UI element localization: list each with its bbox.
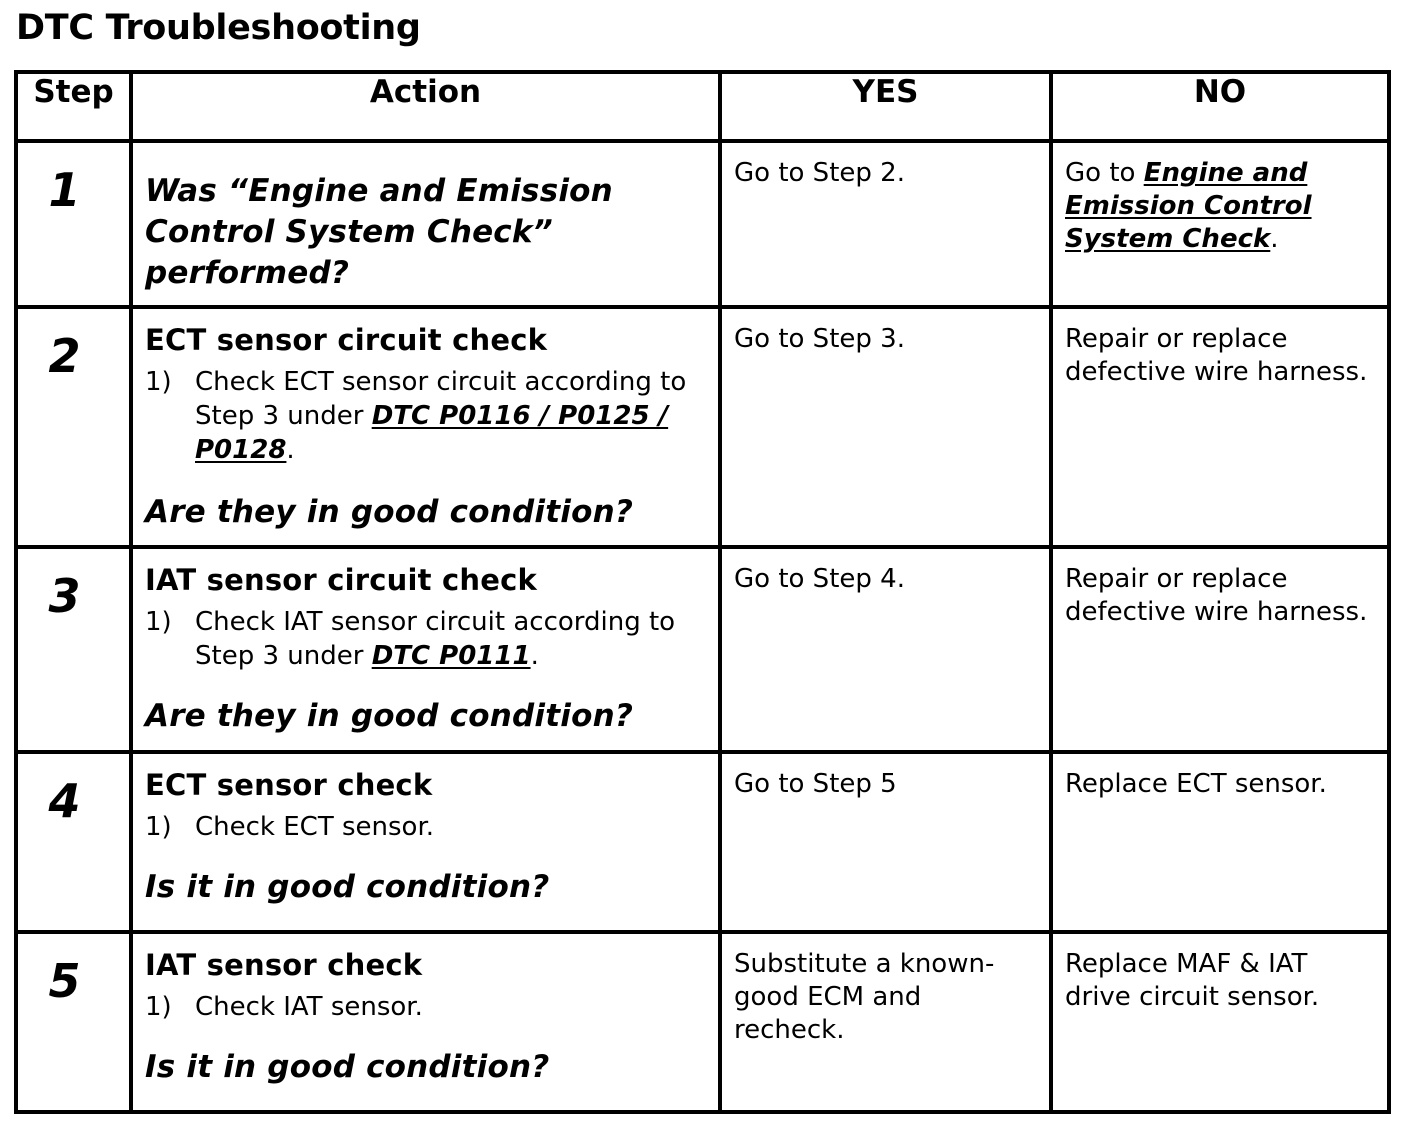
list-item-number: 1) (145, 812, 172, 842)
action-title: ECT sensor check (145, 768, 433, 802)
dtc-p0111-link[interactable]: DTC P0111 (371, 641, 531, 671)
yes-text: Substitute a known-good ECM and recheck. (734, 949, 995, 1045)
table-row (16, 752, 1389, 932)
step-question: Was “Engine and Emission Control System Check” performed? (145, 173, 613, 291)
list-item (145, 810, 706, 844)
header-step: Step (16, 72, 131, 141)
header-action: Action (131, 72, 720, 141)
no-cell (1051, 307, 1389, 547)
step-cell (16, 547, 131, 752)
no-text-suffix: . (1270, 224, 1279, 254)
action-steps (145, 810, 706, 844)
no-text-prefix: Go to (1065, 158, 1144, 188)
list-item-suffix: . (286, 435, 295, 465)
action-steps (145, 990, 706, 1024)
step-cell (16, 932, 131, 1112)
step-number: 4 (48, 774, 81, 828)
list-item-text: Check IAT sensor circuit according to Step 3 under (195, 607, 676, 671)
list-item (145, 990, 706, 1024)
list-item-number: 1) (145, 607, 172, 637)
no-cell (1051, 932, 1389, 1112)
list-item (145, 365, 706, 467)
yes-text: Go to Step 5 (734, 769, 897, 799)
action-cell (131, 141, 720, 307)
step-cell (16, 752, 131, 932)
header-yes: YES (720, 72, 1051, 141)
action-cell (131, 932, 720, 1112)
table-row (16, 932, 1389, 1112)
action-title: IAT sensor circuit check (145, 563, 537, 597)
no-cell (1051, 547, 1389, 752)
step-question: Are they in good condition? (145, 494, 634, 530)
step-number: 3 (48, 569, 81, 623)
troubleshooting-table (14, 70, 1391, 1114)
action-cell (131, 752, 720, 932)
no-text: Replace ECT sensor. (1065, 769, 1327, 799)
step-cell (16, 141, 131, 307)
step-cell (16, 307, 131, 547)
no-text: Repair or replace defective wire harness. (1065, 324, 1368, 387)
step-number: 5 (48, 954, 81, 1008)
step-question: Is it in good condition? (145, 869, 550, 905)
list-item-text: Check ECT sensor. (195, 812, 435, 842)
list-item (145, 605, 706, 673)
engine-emission-check-link[interactable]: Engine and Emission Control System Check (1065, 158, 1312, 254)
list-item-text: Check ECT sensor circuit according to Step 3 under (195, 367, 687, 431)
yes-cell (720, 752, 1051, 932)
page-title: DTC Troubleshooting (16, 8, 421, 48)
yes-cell (720, 307, 1051, 547)
step-number: 1 (48, 163, 81, 217)
yes-cell (720, 932, 1051, 1112)
no-cell (1051, 752, 1389, 932)
dtc-p0116-link[interactable]: DTC P0116 / P0125 / P0128 (195, 401, 669, 465)
list-item-number: 1) (145, 992, 172, 1022)
list-item-text: Check IAT sensor. (195, 992, 423, 1022)
action-steps (145, 365, 706, 467)
yes-cell (720, 547, 1051, 752)
list-item-suffix: . (530, 641, 539, 671)
no-text: Replace MAF & IAT drive circuit sensor. (1065, 949, 1320, 1012)
list-item-number: 1) (145, 367, 172, 397)
table-row (16, 141, 1389, 307)
no-text: Repair or replace defective wire harness. (1065, 564, 1368, 627)
no-cell (1051, 141, 1389, 307)
action-steps (145, 605, 706, 673)
yes-text: Go to Step 3. (734, 324, 905, 354)
action-cell (131, 547, 720, 752)
table-header-row (16, 72, 1389, 141)
yes-cell (720, 141, 1051, 307)
header-no: NO (1051, 72, 1389, 141)
step-question: Is it in good condition? (145, 1049, 550, 1085)
action-cell (131, 307, 720, 547)
table-row (16, 547, 1389, 752)
table-row (16, 307, 1389, 547)
action-title: IAT sensor check (145, 948, 423, 982)
action-title: ECT sensor circuit check (145, 323, 548, 357)
step-question: Are they in good condition? (145, 698, 634, 734)
yes-text: Go to Step 4. (734, 564, 905, 594)
yes-text: Go to Step 2. (734, 158, 905, 188)
step-number: 2 (48, 329, 81, 383)
